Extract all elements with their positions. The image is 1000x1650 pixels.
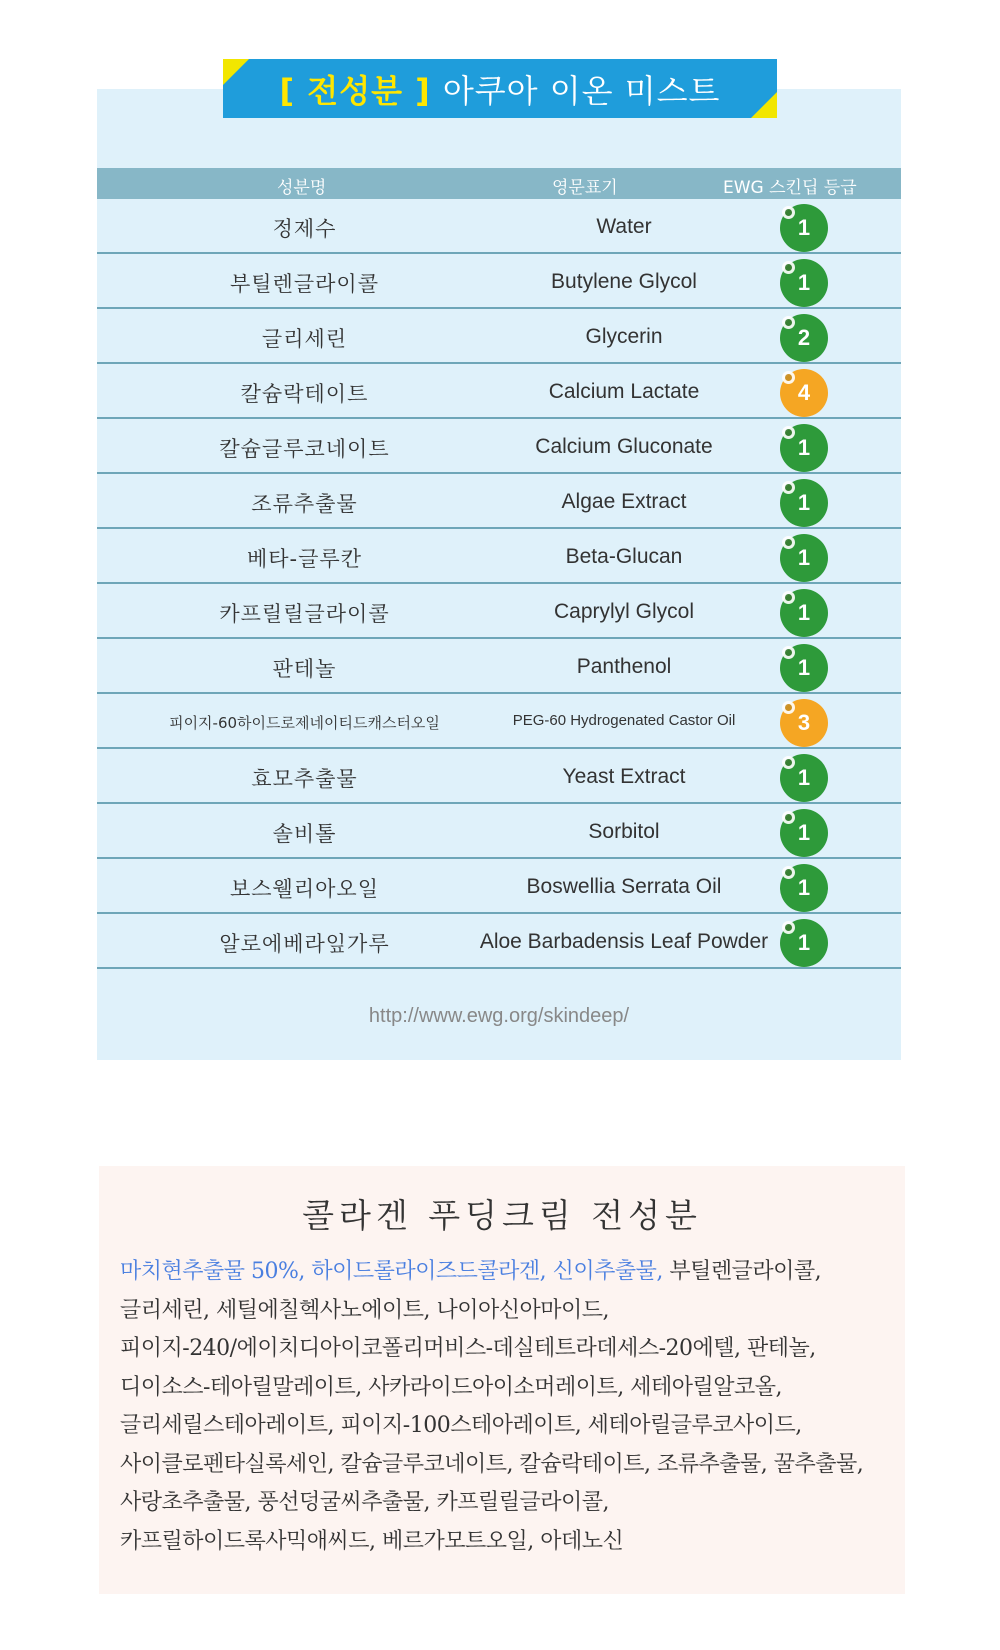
- ewg-grade-badge: [780, 259, 828, 307]
- ingredient-korean: 칼슘글루코네이트: [219, 437, 390, 461]
- ewg-leaf-icon: [782, 866, 795, 879]
- source-url: http://www.ewg.org/skindeep/: [368, 1005, 630, 1027]
- ingredient-korean: 카프릴릴글라이콜: [219, 602, 390, 626]
- ewg-leaf-icon: [782, 646, 795, 659]
- ewg-grade-number: 1: [797, 215, 811, 240]
- ewg-grade-badge: [780, 864, 828, 912]
- table-row: [97, 309, 901, 364]
- ewg-leaf-icon: [782, 371, 795, 384]
- ewg-grade-badge: [780, 534, 828, 582]
- ewg-grade-badge: [780, 314, 828, 362]
- ewg-leaf-icon: [782, 756, 795, 769]
- banner-corner-top-left: [223, 59, 249, 85]
- ewg-leaf-icon: [782, 921, 795, 934]
- header-ewg-grade: EWG 스킨딥 등급: [723, 178, 857, 198]
- ewg-leaf-icon: [782, 206, 795, 219]
- table-row: [97, 529, 901, 584]
- banner-corner-bottom-right: [751, 92, 777, 118]
- table-row: [97, 914, 901, 969]
- ewg-grade-badge: [780, 369, 828, 417]
- cream-line: 부틸렌글라이콜,: [662, 1259, 822, 1284]
- ingredient-english: Aloe Barbadensis Leaf Powder: [479, 930, 769, 953]
- ingredient-english: Boswellia Serrata Oil: [526, 875, 722, 898]
- cream-line: 피이지-240/에이치디아이코폴리머비스-데실테트라데세스-20에텔, 판테놀,: [120, 1336, 816, 1361]
- ewg-leaf-icon: [782, 701, 795, 714]
- table-row: [97, 199, 901, 254]
- table-header: [97, 168, 901, 199]
- cream-line: 사랑초추출물, 풍선덩굴씨추출물, 카프릴릴글라이콜,: [120, 1490, 610, 1515]
- table-row: [97, 474, 901, 529]
- ingredient-english: Panthenol: [576, 655, 672, 678]
- cream-ingredients: [120, 1253, 910, 1561]
- table-row: [97, 639, 901, 694]
- ewg-leaf-icon: [782, 811, 795, 824]
- ewg-grade-number: 1: [797, 655, 811, 680]
- ingredient-english: Algae Extract: [561, 490, 687, 513]
- banner: [223, 59, 777, 118]
- ingredient-english: Beta-Glucan: [565, 545, 683, 568]
- ingredient-english: Sorbitol: [588, 820, 660, 843]
- ewg-grade-badge: [780, 204, 828, 252]
- ewg-leaf-icon: [782, 481, 795, 494]
- ingredient-korean: 판테놀: [272, 657, 337, 681]
- ingredient-english: PEG-60 Hydrogenated Castor Oil: [512, 712, 736, 729]
- ingredient-english: Yeast Extract: [562, 765, 686, 788]
- table-row: [97, 584, 901, 639]
- ewg-grade-number: 2: [797, 325, 811, 350]
- ingredient-korean: 조류추출물: [251, 492, 358, 516]
- ewg-grade-number: 1: [797, 270, 811, 295]
- ewg-grade-badge: [780, 644, 828, 692]
- cream-line: 사이클로펜타실록세인, 칼슘글루코네이트, 칼슘락테이트, 조류추출물, 꿀추출물,: [120, 1451, 864, 1477]
- ingredient-english: Calcium Gluconate: [535, 435, 713, 458]
- ingredient-english: Glycerin: [585, 325, 663, 348]
- ewg-grade-badge: [780, 479, 828, 527]
- cream-title: 콜라겐 푸딩크림 전성분: [302, 1196, 702, 1235]
- table-row: [97, 859, 901, 914]
- ewg-grade-number: 1: [797, 930, 811, 955]
- ewg-grade-badge: [780, 919, 828, 967]
- table-row: [97, 694, 901, 749]
- ingredient-korean: 부틸렌글라이콜: [229, 272, 379, 296]
- ewg-leaf-icon: [782, 261, 795, 274]
- ingredient-english: Caprylyl Glycol: [553, 600, 695, 623]
- cream-line: 글리세릴스테아레이트, 피이지-100스테아레이트, 세테아릴글루코사이드,: [120, 1413, 802, 1438]
- ewg-grade-badge: [780, 589, 828, 637]
- ingredient-korean: 피이지-60하이드로제네이티드캐스터오일: [169, 714, 440, 732]
- cream-line: 카프릴하이드록사믹애씨드, 베르가모트오일, 아데노신: [120, 1528, 624, 1554]
- ewg-grade-badge: [780, 699, 828, 747]
- ewg-leaf-icon: [782, 316, 795, 329]
- ewg-grade-number: 1: [797, 820, 811, 845]
- ewg-grade-number: 1: [797, 600, 811, 625]
- cream-line: 디이소스-테아릴말레이트, 사카라이드아이소머레이트, 세테아릴알코올,: [120, 1374, 782, 1400]
- ingredient-table: [97, 199, 901, 969]
- table-row: [97, 364, 901, 419]
- ingredient-english: Calcium Lactate: [548, 380, 700, 403]
- ingredient-english: Water: [596, 215, 652, 238]
- ingredient-korean: 정제수: [272, 217, 337, 241]
- ingredient-korean: 솔비톨: [272, 822, 337, 846]
- header-korean-name: 성분명: [277, 178, 327, 198]
- ewg-grade-number: 1: [797, 875, 811, 900]
- ewg-grade-number: 4: [797, 380, 811, 405]
- cream-line: 글리세린, 세틸에칠헥사노에이트, 나이아신아마이드,: [120, 1297, 610, 1323]
- ewg-leaf-icon: [782, 426, 795, 439]
- ewg-grade-badge: [780, 809, 828, 857]
- ewg-grade-number: 3: [797, 710, 811, 735]
- ewg-grade-number: 1: [797, 490, 811, 515]
- ewg-grade-badge: [780, 754, 828, 802]
- table-row: [97, 804, 901, 859]
- ewg-leaf-icon: [782, 591, 795, 604]
- header-english-name: 영문표기: [552, 178, 618, 198]
- ingredient-english: Butylene Glycol: [551, 270, 697, 293]
- ewg-grade-number: 1: [797, 765, 811, 790]
- table-row: [97, 749, 901, 804]
- ingredient-korean: 베타-글루칸: [246, 547, 362, 571]
- banner-title: 아쿠아 이온 미스트: [442, 71, 721, 110]
- ingredient-korean: 보스웰리아오일: [229, 877, 379, 901]
- cream-highlight: 마치현추출물 50%, 하이드롤라이즈드콜라겐, 신이추출물,: [120, 1259, 663, 1284]
- ingredient-korean: 알로에베라잎가루: [219, 932, 390, 956]
- ingredient-korean: 칼슘락테이트: [240, 382, 369, 406]
- ewg-leaf-icon: [782, 536, 795, 549]
- table-row: [97, 419, 901, 474]
- ingredient-korean: 효모추출물: [251, 767, 358, 791]
- ewg-grade-number: 1: [797, 435, 811, 460]
- banner-prefix: [ 전성분 ]: [279, 71, 431, 110]
- ewg-grade-badge: [780, 424, 828, 472]
- ingredient-korean: 글리세린: [261, 327, 348, 351]
- table-row: [97, 254, 901, 309]
- ewg-grade-number: 1: [797, 545, 811, 570]
